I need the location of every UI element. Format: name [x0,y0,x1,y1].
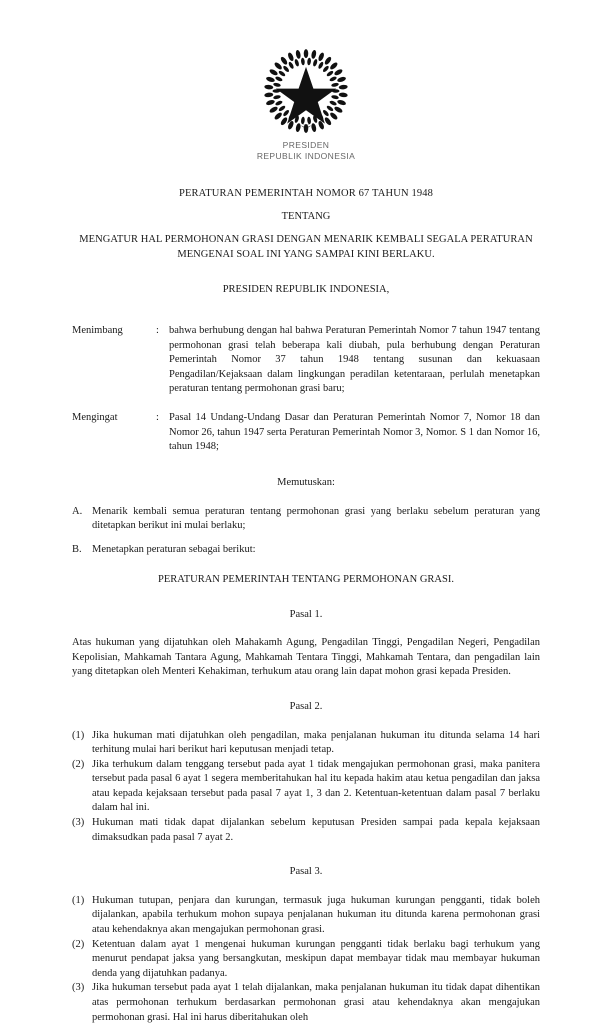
mengingat-text: Pasal 14 Undang-Undang Dasar dan Peraturan Pemerintah Nomor 7, Nomor 18 dan Nomor 26, tahun 1947 serta Peraturan Pemerintah Nomor 3, Nomor. S 1 dan Nomor 16, tahun 1948; [169,411,540,453]
article-heading-pasal-1: Pasal 1. [289,608,323,620]
article-item-text: Jika hukuman tersebut pada ayat 1 telah dijalankan, maka penjalanan hukuman itu tidak dapat dihentikan atas permohonan terhukum berdasarkan permohonan grasi atau kehendaknya akan mengajukan permohonan grasi. Hal ini harus diberitahukan oleh [92,982,540,1023]
document-subject-line-1: MENGATUR HAL PERMOHONAN GRASI DENGAN MENARIK KEMBALI SEGALA PERATURAN [79,234,533,245]
mengingat-colon: : [156,411,159,423]
issuing-authority: PRESIDEN REPUBLIK INDONESIA, [222,284,390,295]
decision-list [72,505,540,558]
article-item-marker: (1) [72,729,85,741]
article-item-marker: (2) [72,758,85,770]
article-heading-pasal-3: Pasal 3. [289,866,323,878]
article-item-text: Jika hukuman mati dijatuhkan oleh pengadilan, maka penjalanan hukuman itu ditunda selama 14 hari terhitung mulai hari berikut hari keputusan menjadi tetap. [92,729,540,756]
menimbang-row [72,324,540,397]
list-item [72,981,540,1025]
article-item-marker: (3) [72,982,85,994]
decision-item-marker: B. [72,543,82,555]
list-item [72,894,540,938]
article-item-marker: (2) [72,938,85,950]
article-items-pasal-2 [72,729,540,846]
decision-item-marker: A. [72,505,83,517]
article-item-text: Jika terhukum dalam tenggang tersebut pada ayat 1 tidak mengajukan permohonan grasi, maka panitera tersebut pada pasal 6 ayat 1 segera memberitahukan hal itu kepada hakim atau ketua pengadilan dan jaksa atau kepada kejaksaan tersebut pada pasal 7 ayat 1, 3 dan 2. Ketentuan-ketentuan dalam pasal 7 berlaku dalam hal ini. [92,758,540,814]
article-items-pasal-3 [72,894,540,1025]
article-paragraph-pasal-1: Atas hukuman yang dijatuhkan oleh Mahakamh Agung, Pengadilan Tinggi, Pengadilan Negeri, Pengadilan Kepolisian, Mahkamah Tantara Agung, Mahkamah Tentara Tinggi, Mahkamah Tentara, dan pengadilan lain yang ditetapkan oleh Menteri Kehakiman, terhukum atau orang lain dapat mohon grasi kepada Presiden. [72,637,540,678]
article-item-text: Hukuman tutupan, penjara dan kurungan, termasuk juga hukuman kurungan pengganti, tidak boleh dijalankan, apabila terhukum mohon supaya penjalanan hukuman itu ditunda karena permohonan grasi atau kehendaknya akan mengajukan permohonan grasi. [92,894,540,936]
article-item-marker: (1) [72,894,85,906]
article-item-marker: (3) [72,817,85,829]
mengingat-label: Mengingat [72,411,118,423]
document-subject-line-2: MENGENAI SOAL INI YANG SAMPAI KINI BERLAKU. [177,249,435,260]
document-body [72,186,540,1025]
letterhead-line-republik-indonesia: REPUBLIK INDONESIA [256,150,356,161]
memutuskan-heading: Memutuskan: [277,476,335,488]
list-item [72,505,540,534]
letterhead-caption [0,140,612,161]
document-title: PERATURAN PEMERINTAH NOMOR 67 TAHUN 1948 [178,188,434,199]
article-heading-pasal-2: Pasal 2. [289,700,323,712]
letterhead-line-presiden: PRESIDEN [282,140,330,150]
decision-item-text: Menetapkan peraturan sebagai berikut: [92,543,256,555]
menimbang-text: bahwa berhubung dengan hal bahwa Peraturan Pemerintah Nomor 7 tahun 1947 tentang permohonan grasi telah beberapa kali diubah, pula berhubung dengan Peraturan Pemerintah Nomor 37 tahun 1948 tentang susunan dan kekuasaan Pengadilan/Kejaksaan dalam lingkungan peradilan ketentaraan, perlulah menetapkan peraturan tentang permohonan grasi baru; [169,325,540,395]
mengingat-row [72,411,540,455]
list-item [72,938,540,982]
list-item [72,816,540,845]
menimbang-colon: : [156,325,159,336]
list-item [72,729,540,758]
document-tentang-label: TENTANG [281,211,331,222]
menimbang-label: Menimbang [72,325,123,336]
letterhead [0,48,612,161]
list-item [72,543,540,558]
indonesian-presidential-seal-icon [263,48,349,134]
decision-item-text: Menarik kembali semua peraturan tentang permohonan grasi yang berlaku sebelum peraturan yang ditetapkan berikut ini mulai berlaku; [92,505,540,532]
list-item [72,758,540,816]
article-item-text: Ketentuan dalam ayat 1 mengenai hukuman kurungan pengganti tidak berlaku bagi terhukum yang menurut pendapat jaksa yang bersangkutan, meskipun dapat membayar tidak mau membayar hukuman denda yang dijatuhkan padanya. [92,938,540,979]
article-item-text: Hukuman mati tidak dapat dijalankan sebelum keputusan Presiden sampai pada kepala kejaksaan dimaksudkan pada pasal 7 ayat 2. [92,817,540,843]
regulation-title: PERATURAN PEMERINTAH TENTANG PERMOHONAN GRASI. [158,573,454,585]
